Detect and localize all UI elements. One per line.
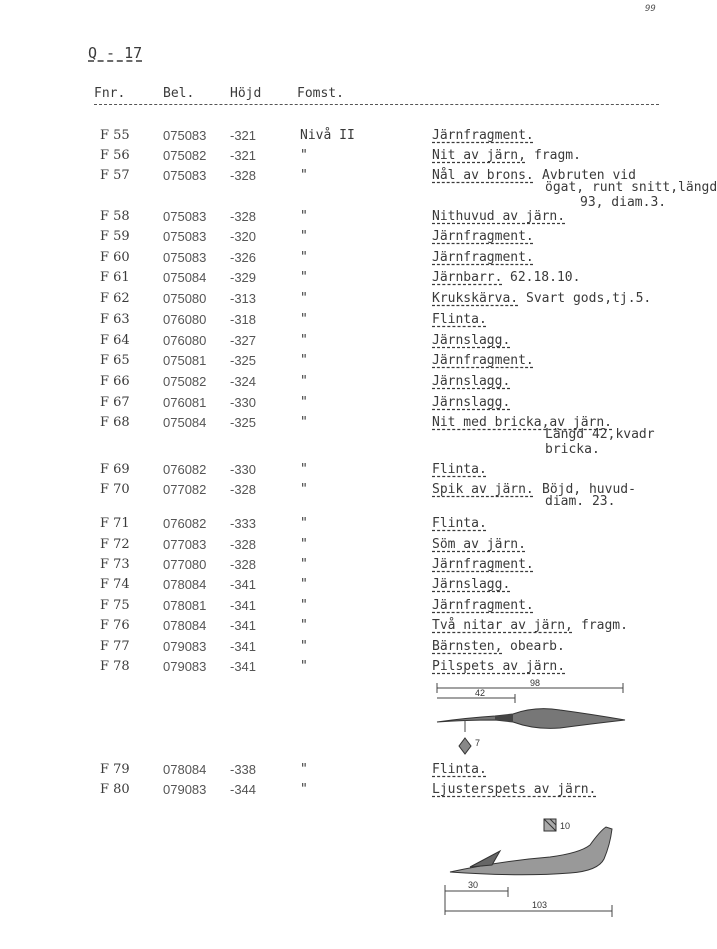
header-fomst: Fomst.: [297, 86, 344, 101]
find-context: ": [300, 270, 308, 285]
find-number: F 68: [100, 415, 130, 430]
find-location: 079083: [163, 639, 207, 654]
find-location: 078084: [163, 618, 207, 633]
find-number: F 60: [100, 250, 130, 265]
find-location: 075083: [163, 128, 207, 143]
find-name: Spik av järn.: [432, 482, 534, 497]
find-height: -328: [230, 168, 257, 183]
find-number: F 79: [100, 762, 130, 777]
find-number: F 73: [100, 557, 130, 572]
find-context: ": [300, 333, 308, 348]
find-height: -328: [230, 557, 257, 572]
find-row: [0, 762, 671, 782]
find-row: [0, 229, 671, 249]
find-context: ": [300, 229, 308, 244]
find-number: F 67: [100, 395, 130, 410]
find-number: F 72: [100, 537, 130, 552]
find-name: Nithuvud av järn.: [432, 209, 566, 224]
find-note-line: 93, diam.3.: [580, 195, 667, 210]
find-number: F 80: [100, 782, 130, 797]
find-name: Järnbarr.: [432, 270, 503, 285]
find-number: F 63: [100, 312, 130, 327]
find-height: -330: [230, 462, 257, 477]
find-context: ": [300, 482, 308, 497]
find-name: Flinta.: [432, 516, 487, 531]
find-note-line: diam. 23.: [545, 494, 616, 509]
find-name: Nit av järn,: [432, 148, 526, 163]
sheet-id: Q - 17: [88, 44, 143, 62]
header-bel: Bel.: [163, 86, 195, 101]
find-height: -341: [230, 577, 257, 592]
find-height: -329: [230, 270, 257, 285]
find-name: Järnfragment.: [432, 250, 534, 265]
find-number: F 57: [100, 168, 130, 183]
leister-barb-length: 30: [468, 880, 479, 890]
find-remark: obearb.: [510, 639, 565, 654]
arrowhead-section-size: 7: [475, 738, 481, 748]
find-name: Flinta.: [432, 762, 487, 777]
find-context: ": [300, 537, 308, 552]
find-number: F 78: [100, 659, 130, 674]
find-number: F 76: [100, 618, 130, 633]
find-location: 075083: [163, 250, 207, 265]
find-number: F 58: [100, 209, 130, 224]
find-row: [0, 128, 671, 148]
find-location: 075084: [163, 415, 207, 430]
find-height: -321: [230, 148, 257, 163]
find-name: Två nitar av järn,: [432, 618, 573, 633]
find-height: -328: [230, 209, 257, 224]
find-row: [0, 148, 671, 168]
find-number: F 65: [100, 353, 130, 368]
find-name: Järnfragment.: [432, 353, 534, 368]
find-row: [0, 270, 671, 290]
leister-total-length: 103: [532, 900, 548, 910]
find-context: ": [300, 762, 308, 777]
find-context: ": [300, 415, 308, 430]
find-name: Järnslagg.: [432, 333, 511, 348]
find-number: F 56: [100, 148, 130, 163]
find-number: F 64: [100, 333, 130, 348]
find-name: Pilspets av järn.: [432, 659, 566, 674]
find-name: Järnfragment.: [432, 557, 534, 572]
find-name: Nål av brons.: [432, 168, 534, 183]
page-number: 99: [645, 4, 656, 14]
leister-section-size: 10: [560, 821, 571, 831]
find-remark: 62.18.10.: [510, 270, 581, 285]
find-name: Järnfragment.: [432, 598, 534, 613]
find-height: -328: [230, 537, 257, 552]
find-row: [0, 577, 671, 597]
find-name: Järnfragment.: [432, 229, 534, 244]
find-location: 078084: [163, 762, 207, 777]
find-name: Järnslagg.: [432, 374, 511, 389]
header-fnr: Fnr.: [94, 86, 126, 101]
find-number: F 75: [100, 598, 130, 613]
find-height: -341: [230, 639, 257, 654]
find-number: F 77: [100, 639, 130, 654]
find-remark: fragm.: [534, 148, 581, 163]
find-location: 076080: [163, 333, 207, 348]
find-row: [0, 415, 671, 457]
find-row: [0, 374, 671, 394]
find-context: ": [300, 516, 308, 531]
arrowhead-total-length: 98: [530, 678, 541, 688]
find-context: Nivå II: [300, 128, 355, 143]
find-location: 075080: [163, 291, 207, 306]
find-row: [0, 537, 671, 557]
find-location: 077083: [163, 537, 207, 552]
find-height: -333: [230, 516, 257, 531]
find-context: ": [300, 395, 308, 410]
find-context: ": [300, 250, 308, 265]
find-context: ": [300, 659, 308, 674]
find-location: 076082: [163, 516, 207, 531]
find-remark: Avbruten vid: [542, 168, 636, 183]
find-name: Järnfragment.: [432, 128, 534, 143]
find-row: [0, 333, 671, 353]
find-height: -328: [230, 482, 257, 497]
find-note-line: Längd 42,kvadr: [545, 427, 655, 442]
find-height: -320: [230, 229, 257, 244]
find-location: 078084: [163, 577, 207, 592]
find-row: [0, 598, 671, 618]
find-row: [0, 557, 671, 577]
find-context: ": [300, 291, 308, 306]
header-rule: [94, 104, 659, 105]
find-height: -338: [230, 762, 257, 777]
find-remark: fragm.: [581, 618, 628, 633]
find-height: -325: [230, 415, 257, 430]
find-name: Flinta.: [432, 312, 487, 327]
find-context: ": [300, 168, 308, 183]
find-height: -326: [230, 250, 257, 265]
find-number: F 55: [100, 128, 130, 143]
find-height: -318: [230, 312, 257, 327]
find-location: 077082: [163, 482, 207, 497]
find-row: [0, 516, 671, 536]
find-context: ": [300, 209, 308, 224]
find-context: ": [300, 312, 308, 327]
find-name: Krukskärva.: [432, 291, 519, 306]
find-context: ": [300, 782, 308, 797]
find-row: [0, 618, 671, 638]
find-height: -313: [230, 291, 257, 306]
find-name: Ljusterspets av järn.: [432, 782, 597, 797]
find-row: [0, 462, 671, 482]
find-location: 075082: [163, 374, 207, 389]
find-context: ": [300, 598, 308, 613]
find-number: F 61: [100, 270, 130, 285]
find-number: F 74: [100, 577, 130, 592]
find-number: F 59: [100, 229, 130, 244]
find-height: -341: [230, 598, 257, 613]
find-location: 075083: [163, 209, 207, 224]
find-location: 076082: [163, 462, 207, 477]
find-row: [0, 312, 671, 332]
find-location: 076080: [163, 312, 207, 327]
find-context: ": [300, 577, 308, 592]
find-name: Järnslagg.: [432, 395, 511, 410]
find-location: 075082: [163, 148, 207, 163]
find-location: 078081: [163, 598, 207, 613]
find-number: F 71: [100, 516, 130, 531]
find-name: Nit med bricka,av järn.: [432, 415, 613, 430]
arrowhead-sketch: [425, 676, 655, 762]
find-row: [0, 482, 671, 509]
find-row: [0, 291, 671, 311]
find-location: 079083: [163, 659, 207, 674]
find-row: [0, 209, 671, 229]
find-location: 075083: [163, 168, 207, 183]
find-location: 075084: [163, 270, 207, 285]
header-hojd: Höjd: [230, 86, 262, 101]
arrowhead-tang-length: 42: [475, 688, 486, 698]
find-location: 076081: [163, 395, 207, 410]
find-context: ": [300, 639, 308, 654]
find-context: ": [300, 557, 308, 572]
find-location: 075083: [163, 229, 207, 244]
find-row: [0, 639, 671, 659]
find-height: -321: [230, 128, 257, 143]
find-height: -341: [230, 618, 257, 633]
find-name: Bärnsten,: [432, 639, 503, 654]
find-height: -330: [230, 395, 257, 410]
find-height: -344: [230, 782, 257, 797]
find-row: [0, 353, 671, 373]
find-context: ": [300, 374, 308, 389]
find-height: -325: [230, 353, 257, 368]
find-number: F 69: [100, 462, 130, 477]
find-height: -324: [230, 374, 257, 389]
find-number: F 62: [100, 291, 130, 306]
find-row: [0, 395, 671, 415]
find-number: F 66: [100, 374, 130, 389]
find-height: -341: [230, 659, 257, 674]
find-remark: Svart gods,tj.5.: [526, 291, 652, 306]
find-location: 077080: [163, 557, 207, 572]
find-context: ": [300, 462, 308, 477]
find-context: ": [300, 353, 308, 368]
find-number: F 70: [100, 482, 130, 497]
find-note-line: bricka.: [545, 442, 600, 457]
find-row: [0, 168, 717, 210]
find-name: Flinta.: [432, 462, 487, 477]
find-name: Söm av järn.: [432, 537, 526, 552]
find-row: [0, 250, 671, 270]
find-context: ": [300, 148, 308, 163]
leister-sketch: [440, 815, 630, 935]
find-row: [0, 782, 671, 802]
find-context: ": [300, 618, 308, 633]
find-height: -327: [230, 333, 257, 348]
find-note-line: ögat, runt snitt,längd: [545, 180, 717, 195]
find-name: Järnslagg.: [432, 577, 511, 592]
find-location: 079083: [163, 782, 207, 797]
find-location: 075081: [163, 353, 207, 368]
find-remark: Böjd, huvud-: [542, 482, 636, 497]
